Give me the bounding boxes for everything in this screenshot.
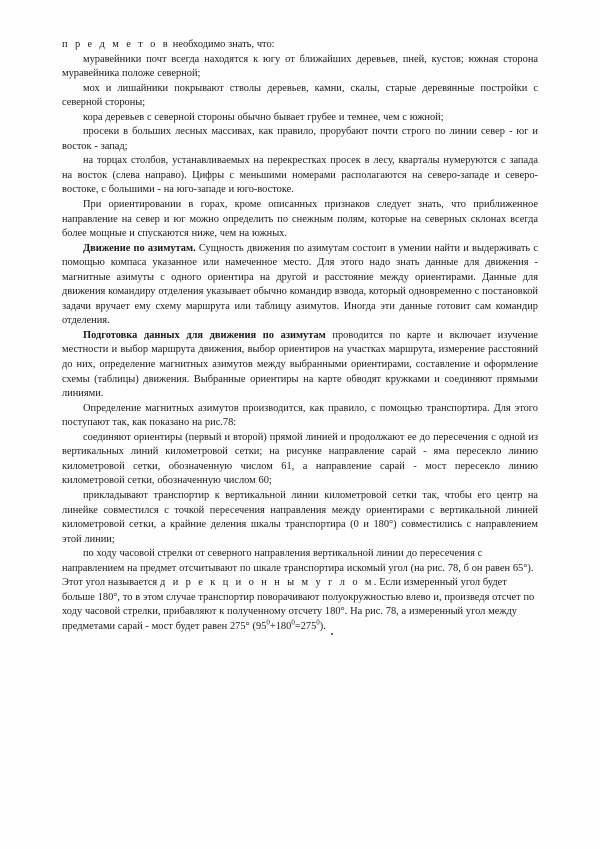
paragraph-protractor-intro: Определение магнитных азимутов производится, как правило, с помощью транспортира. Для этого поступают так, как показано на рис.78: (62, 402, 538, 429)
text-part-3: +180 (269, 620, 292, 632)
text-part-2: . Если измеренный угол будет больше 180°, то в этом случае транспортир поворачивают полуокружностью влево и, произведя отсчет по ходу часовой стрелки, прибавляют к полученному отсчету 180°. На рис. 78, а измеренный угол между предметами сарай - мост будет равен 275° (95 (62, 577, 535, 632)
degree-sup-3: 0 (316, 618, 320, 627)
paragraph-apply-protractor: прикладывают транспортир к вертикальной линии километровой сетки так, чтобы его центр на линейке совместился с точкой пересечения направления между ориентирами с вертикальной линией километровой сетки, а крайние деления шкалы транспортира (0 и 180°) совместились с направлением этой линии; (62, 489, 538, 545)
text-column (62, 38, 538, 634)
text-part-1: по ходу часовой стрелки от северного направления вертикальной линии до пересечения с направлением на предмет отсчитывают по шкале транспортира искомый угол (на рис. 78, б он равен 65°). Этот угол называется (62, 548, 534, 589)
spaced-lead-predmetov: п р е д м е т о в (62, 39, 170, 50)
paragraph-data-preparation (62, 329, 538, 402)
paragraph-text: необходимо знать, что: (169, 39, 275, 50)
bold-lead-azimuth-movement: Движение по азимутам. (83, 242, 196, 254)
paragraph-connect-landmarks: соединяют ориентиры (первый и второй) прямой линией и продолжают ее до пересечения с одной из вертикальных линий километровой сетки; на рисунке направление сарай - яма пересекло линию километровой сетки, обозначенную числом 61, а направление сарай - мост пересекло линию километровой сетки, обозначенную числом 60; (62, 431, 538, 487)
text-part-5: ). (319, 620, 326, 632)
degree-sup-1: 0 (266, 618, 270, 627)
degree-sup-2: 0 (291, 618, 295, 627)
paragraph-azimuth-movement (62, 242, 538, 329)
paragraph-forest-rides: просеки в больших лесных массивах, как правило, прорубают почти строго по линии север - юг и восток - запад; (62, 126, 538, 152)
paragraph-anthills: муравейники почт всегда находятся к югу от ближайших деревьев, пней, кустов; южная сторона муравейника положе северной; (62, 53, 538, 80)
paragraph-moss: мох и лишайники покрывают стволы деревьев, камни, скалы, старые деревянные постройки с северной стороны; (62, 82, 538, 109)
paragraph-directional-angle (62, 547, 538, 634)
paragraph-heading-predmetov (62, 38, 538, 53)
bold-lead-data-preparation: Подготовка данных для движения по азимутам (83, 329, 326, 341)
stray-ink-mark (331, 633, 333, 635)
paragraph-text: проводится по карте и включает изучение местности и выбор маршрута движения, выбор ориентиров на участках маршрута, измерение расстояний до них, определение магнитных азимутов между выбранными ориентирами, составление и оформление схемы (таблицы) движения. Выбранные ориентиры на карте обводят кружками и соединяют прямыми линиями. (62, 329, 538, 400)
paragraph-text: Сущность движения по азимутам состоит в умении найти и выдерживать с помощью компаса указанное или намеченное место. Для этого надо знать данные для движения - магнитные азимуты с одного ориентира на другой и расстояние между ориентирами. Данные для движения командиру отделения указывает обычно командир взвода, который одновременно с постановкой задачи вручает ему схему маршрута или таблицу азимутов. Иногда эти данные готовит сам командир отделения. (62, 242, 538, 327)
text-part-4: =275 (294, 620, 317, 632)
spaced-term-directional-angle: д и р е к ц и о н н ы м у г л о м (160, 577, 374, 589)
paragraph-bark: кора деревьев с северной стороны обычно бывает грубее и темнее, чем с южной; (83, 111, 444, 123)
paragraph-post-ends: на торцах столбов, устанавливаемых на перекрестках просек в лесу, кварталы нумеруются с запада на восток (слева направо). Цифры с меньшими номерами располагаются на северо-западе и северо-востоке, с большими - на юго-западе и юго-востоке. (62, 155, 538, 196)
paragraph-mountains: При ориентировании в горах, кроме описанных признаков следует знать, что приближенное направление на север и юг можно определить по снежным полям, которые на северных склонах всегда более мощные и спускаются ниже, чем на южных. (62, 199, 538, 240)
